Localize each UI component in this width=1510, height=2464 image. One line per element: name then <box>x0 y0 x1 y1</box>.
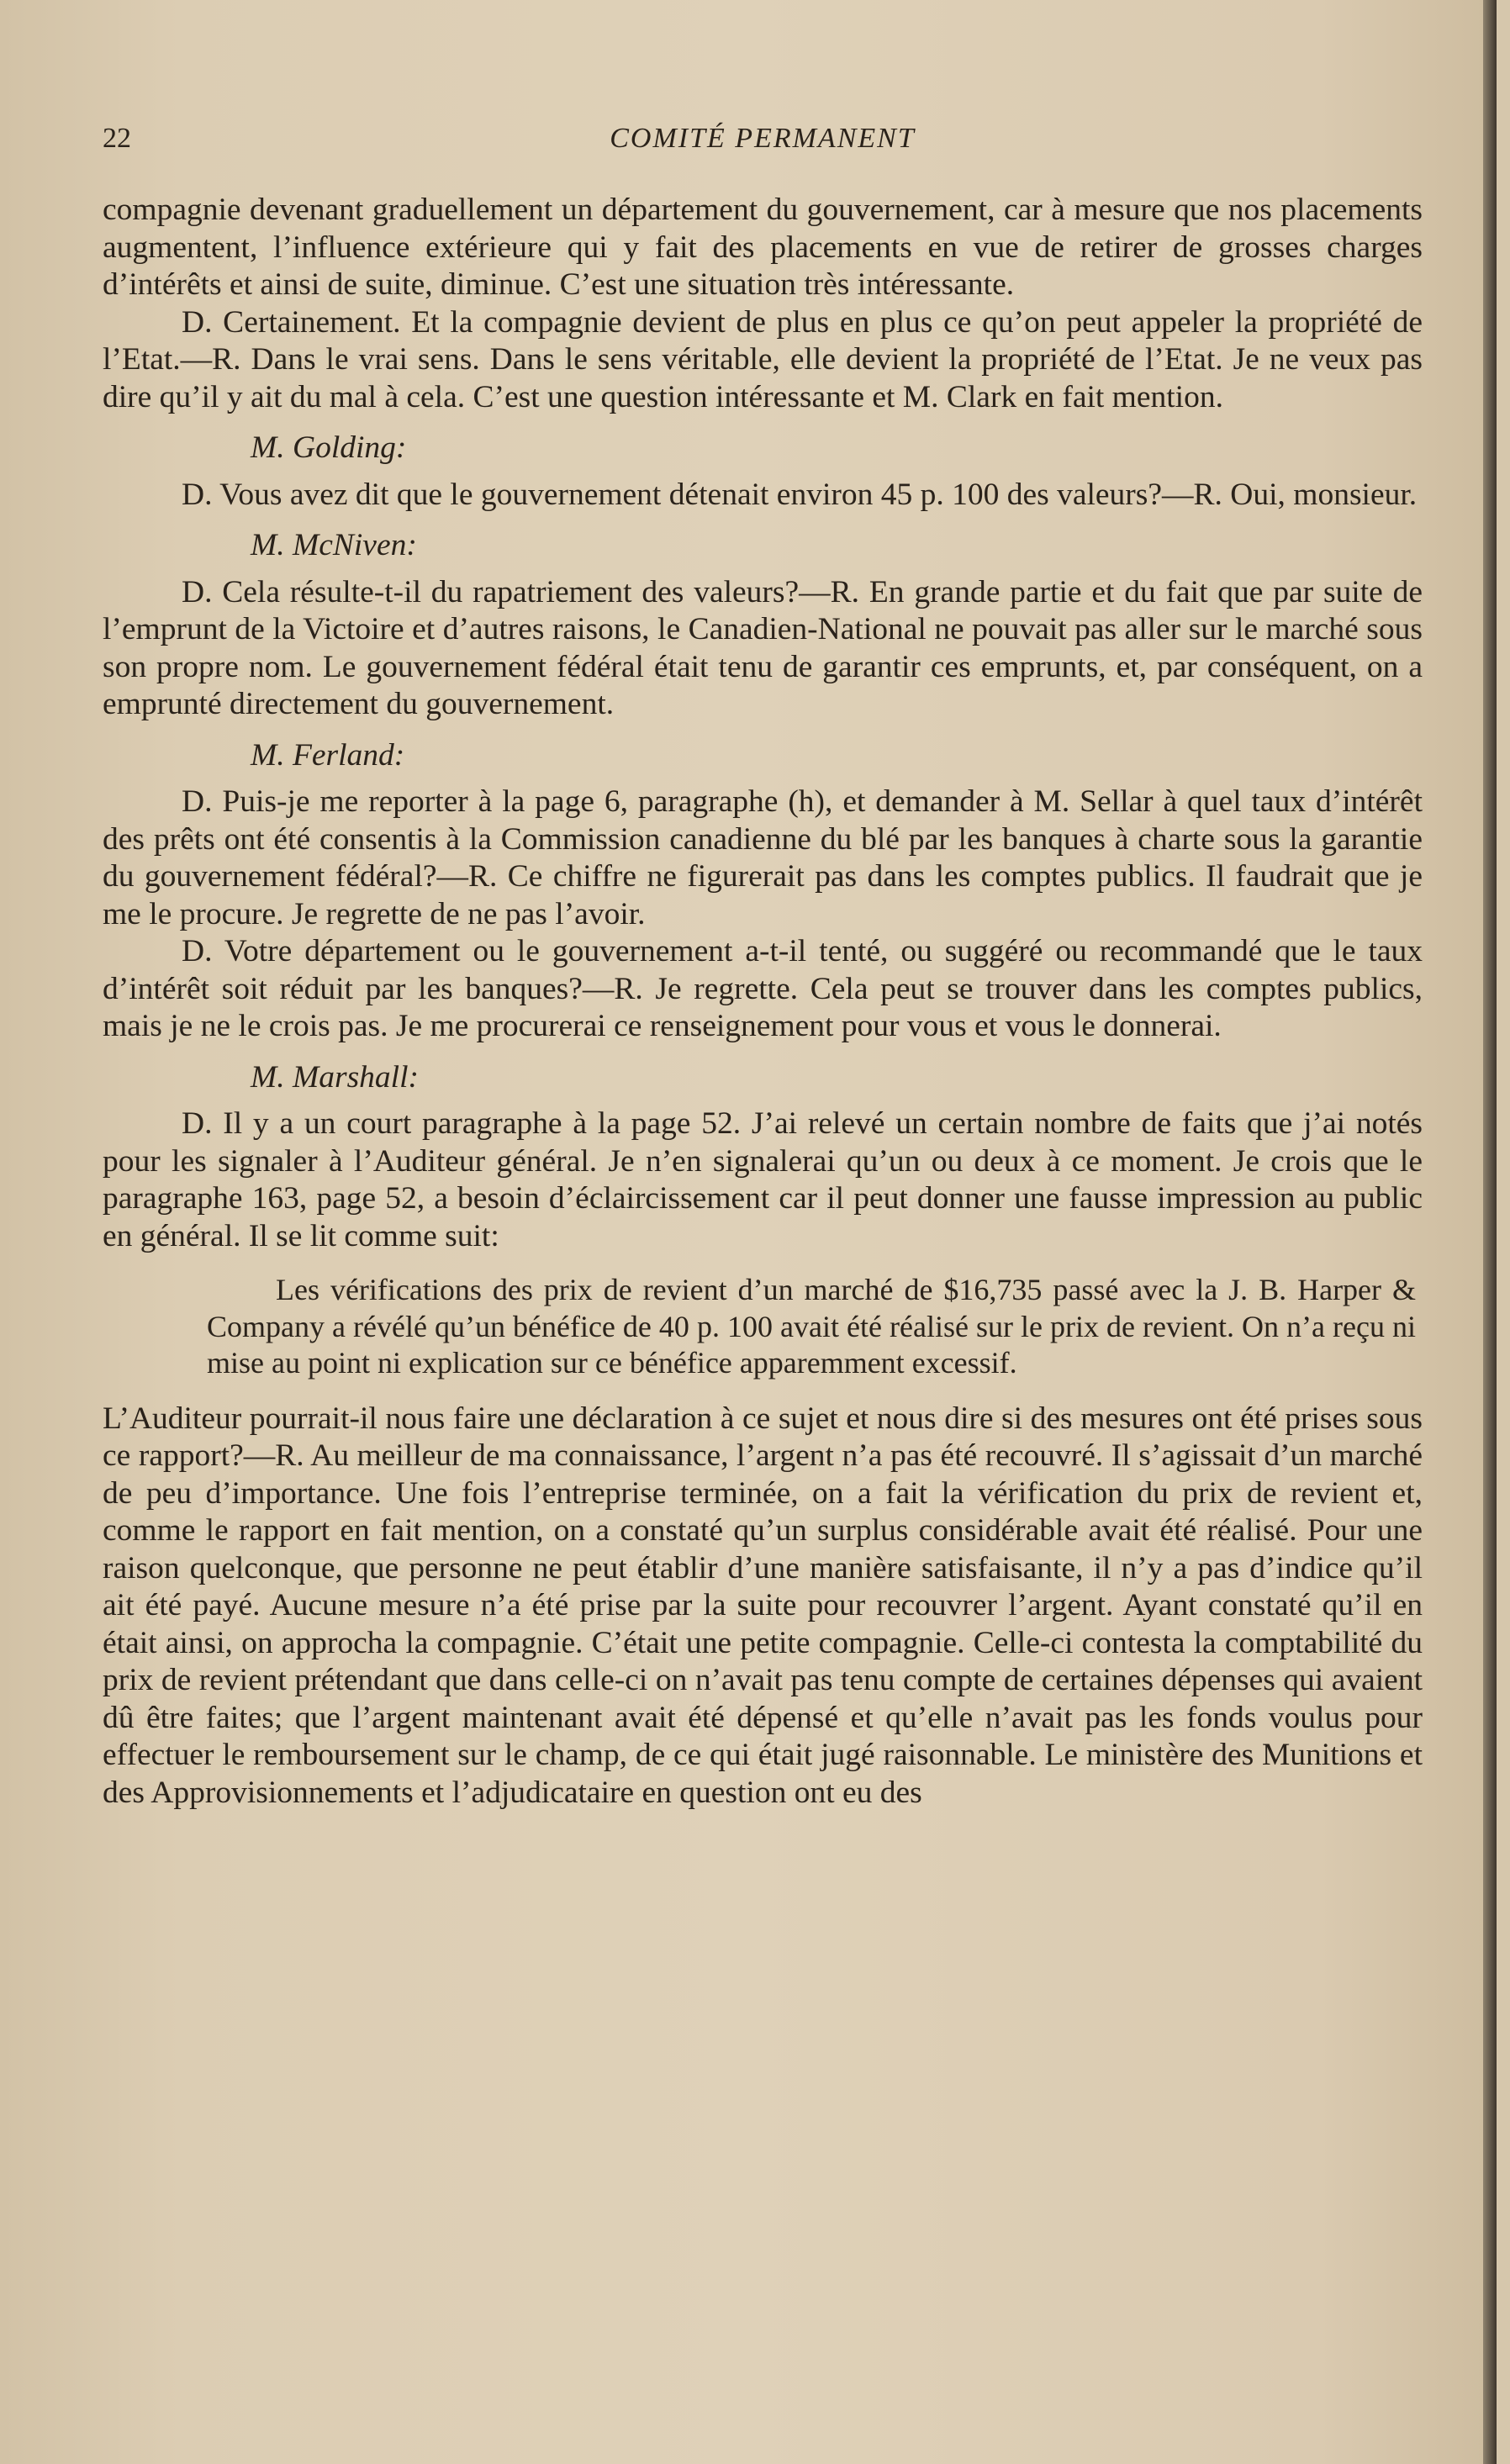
page-number: 22 <box>103 123 131 154</box>
paragraph: D. Vous avez dit que le gouvernement détenait environ 45 p. 100 des valeurs?—R. Oui, monsieur. <box>182 477 1418 512</box>
block-quote: Les vérifications des prix de revient d’un marché de $16,735 passé avec la J. B. Harper & Company a révélé qu’un bénéfice de 40 p. 100 avait été réalisé sur le prix de revient. On n’a reçu ni mise au point ni explication sur ce bénéfice apparemment excessif. <box>207 1273 1416 1380</box>
body-text <box>103 192 1423 1812</box>
speaker-label: M. Golding: <box>251 430 407 465</box>
paragraph: compagnie devenant graduellement un département du gouvernement, car à mesure que nos placements augmentent, l’influence extérieure qui y fait des placements en vue de retirer de grosses charges d’intérêts et ainsi de suite, diminue. C’est une situation très intéressante. <box>103 193 1423 302</box>
page-header <box>103 123 1423 161</box>
paragraph: D. Il y a un court paragraphe à la page 52. J’ai relevé un certain nombre de faits que j’ai notés pour les signaler à l’Auditeur général. Je n’en signalerai qu’un ou deux à ce moment. Je crois que le paragraphe 163, page 52, a besoin d’éclaircissement car il peut donner une fausse impression au public en général. Il se lit comme suit: <box>103 1106 1423 1253</box>
paragraph: D. Votre département ou le gouvernement a-t-il tenté, ou suggéré ou recommandé que le taux d’intérêt soit réduit par les banques?—R. Je regrette. Cela peut se trouver dans les comptes publics, mais je ne le crois pas. Je me procurerai ce renseignement pour vous et vous le donnerai. <box>103 934 1423 1043</box>
paragraph: D. Puis-je me reporter à la page 6, paragraphe (h), et demander à M. Sellar à quel taux d’intérêt des prêts ont été consentis à la Commission canadienne du blé par les banques à charte sous la garantie du gouvernement fédéral?—R. Ce chiffre ne figurerait pas dans les comptes publics. Il faudrait que je me le procure. Je regrette de ne pas l’avoir. <box>103 784 1423 931</box>
running-title: COMITÉ PERMANENT <box>610 123 916 154</box>
paragraph: D. Certainement. Et la compagnie devient de plus en plus ce qu’on peut appeler la propriété de l’Etat.—R. Dans le vrai sens. Dans le sens véritable, elle devient la propriété de l’Etat. Je ne veux pas dire qu’il y ait du mal à cela. C’est une question intéressante et M. Clark en fait mention. <box>103 304 1423 414</box>
paragraph: D. Cela résulte-t-il du rapatriement des valeurs?—R. En grande partie et du fait que par suite de l’emprunt de la Victoire et d’autres raisons, le Canadien-National ne pouvait pas aller sur le marché sous son propre nom. Le gouvernement fédéral était tenu de garantir ces emprunts, et, par conséquent, on a emprunté directement du gouvernement. <box>103 574 1423 721</box>
speaker-label: M. McNiven: <box>251 528 417 562</box>
speaker-label: M. Marshall: <box>251 1059 419 1095</box>
speaker-label: M. Ferland: <box>251 737 405 773</box>
paragraph: L’Auditeur pourrait-il nous faire une déclaration à ce sujet et nous dire si des mesures ont été prises sous ce rapport?—R. Au meilleur de ma connaissance, l’argent n’a pas été recouvré. Il s’agissait d’un marché de peu d’importance. Une fois l’entreprise terminée, on a fait la vérification du prix de revient et, comme le rapport en fait mention, on a constaté qu’un surplus considérable avait été réalisé. Pour une raison quelconque, que personne ne peut établir d’une manière satisfaisante, il n’y a pas d’indice qu’il ait été payé. Aucune mesure n’a été prise par la suite pour recouvrer l’argent. Ayant constaté qu’il en était ainsi, on approcha la compagnie. C’était une petite compagnie. Celle-ci contesta la comptabilité du prix de revient prétendant que dans celle-ci on n’avait pas tenu compte de certaines dépenses qui avaient dû être faites; que l’argent maintenant avait été dépensé et qu’elle n’avait pas les fonds voulus pour effectuer le remboursement sur le champ, de ce qui était jugé raisonnable. Le ministère des Munitions et des Approvisionnements et l’adjudicataire en question ont eu des <box>103 1401 1423 1810</box>
page-edge-shadow <box>1483 0 1497 2464</box>
